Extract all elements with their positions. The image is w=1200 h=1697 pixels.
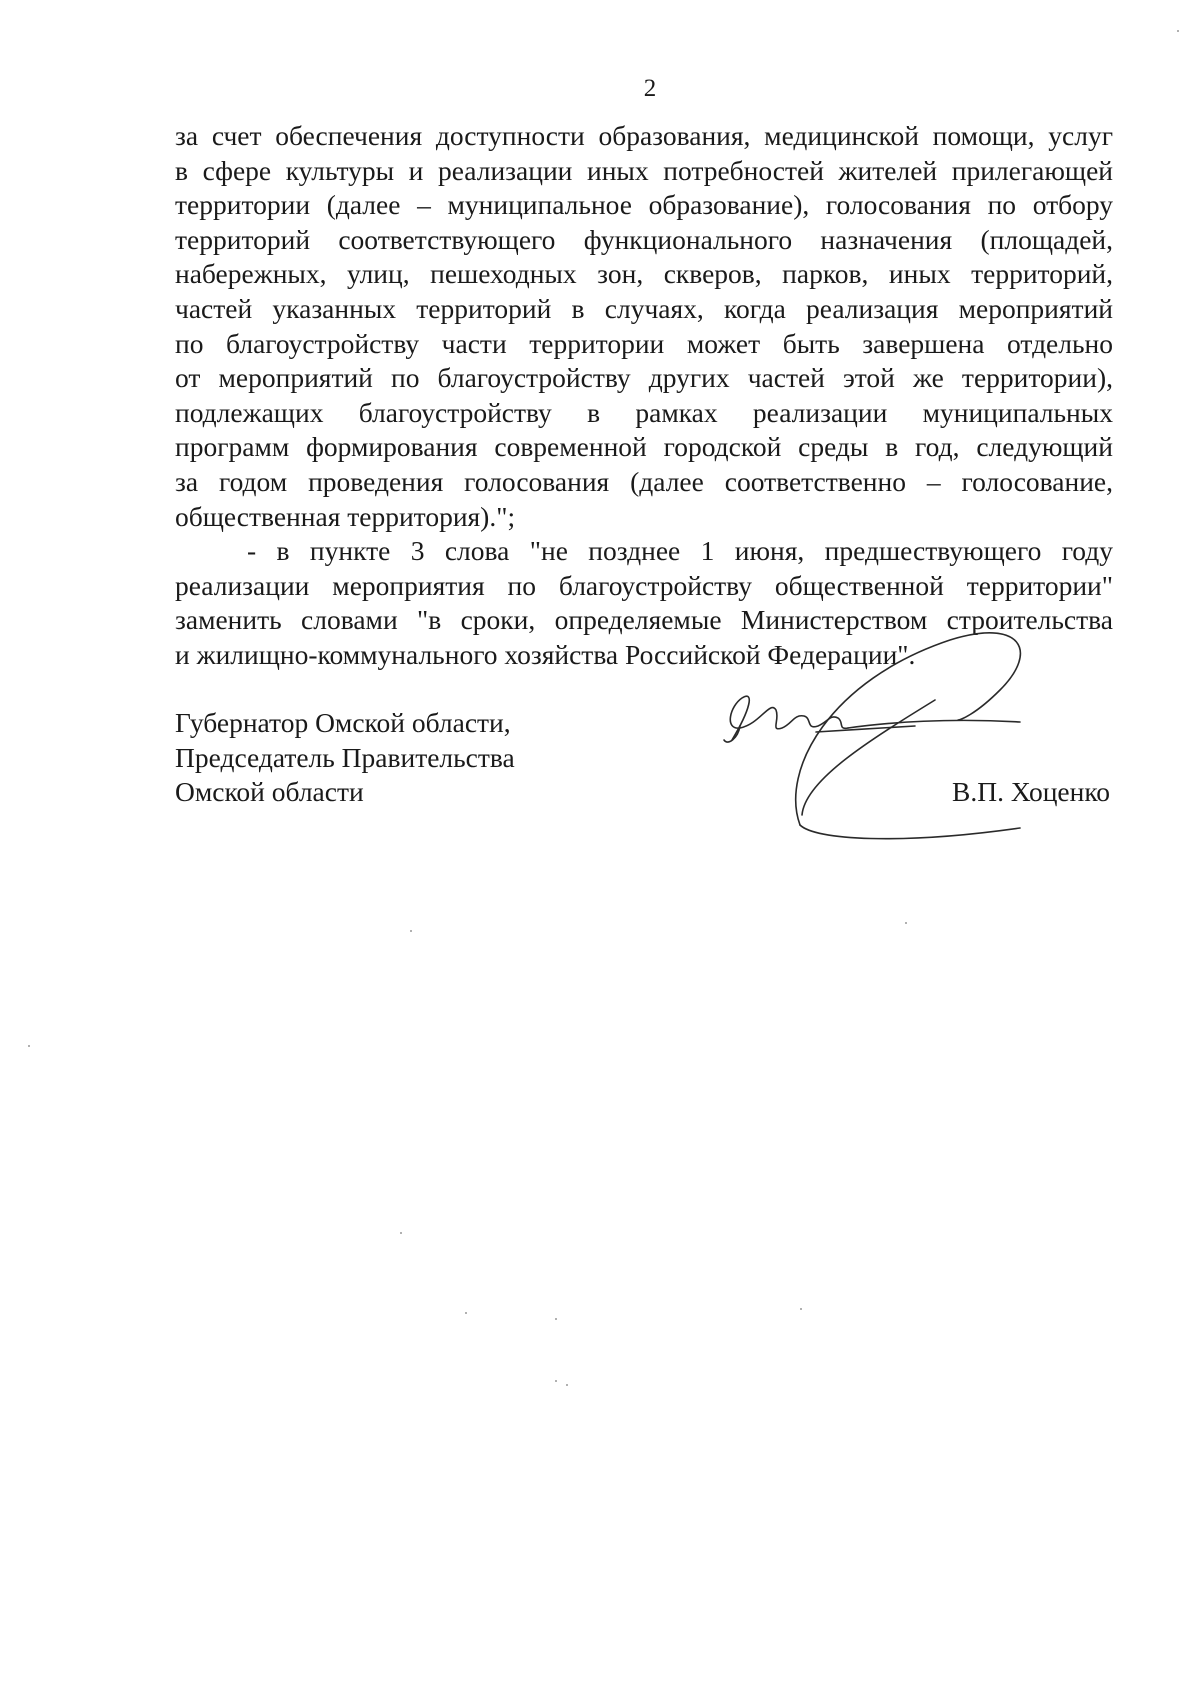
text-line: набережных, улиц, пешеходных зон, скверов, парков, иных территорий, (175, 258, 1113, 290)
signer-name: В.П. Хоценко (952, 776, 1111, 807)
document-body (175, 119, 1113, 673)
text-line: частей указанных территорий в случаях, когда реализация мероприятий (175, 292, 1113, 324)
position-line: Председатель Правительства (175, 741, 515, 773)
scan-speck (566, 1384, 568, 1386)
scan-speck (410, 930, 412, 932)
text-line: и жилищно-коммунального хозяйства Российской Федерации". (175, 638, 916, 670)
scan-speck (555, 1380, 557, 1382)
page-number: 2 (643, 75, 657, 102)
scan-speck (28, 1045, 30, 1047)
text-line: - в пункте 3 слова "не позднее 1 июня, предшествующего году (247, 535, 1113, 567)
text-line: заменить словами "в сроки, определяемые Министерством строительства (175, 604, 1113, 636)
text-line: подлежащих благоустройству в рамках реализации муниципальных (175, 396, 1113, 428)
text-line: от мероприятий по благоустройству других частей этой же территории), (175, 362, 1113, 394)
text-line: за годом проведения голосования (далее соответственно – голосование, (175, 465, 1113, 497)
text-line: по благоустройству части территории может быть завершена отдельно (175, 327, 1113, 359)
scan-speck (905, 922, 907, 924)
text-line: общественная территория)."; (175, 500, 516, 532)
text-line: в сфере культуры и реализации иных потребностей жителей прилегающей (175, 154, 1113, 186)
paragraph-1 (175, 119, 1113, 534)
text-line: программ формирования современной городской среды в год, следующий (175, 431, 1113, 463)
text-line: за счет обеспечения доступности образования, медицинской помощи, услуг (175, 120, 1113, 151)
text-line: реализации мероприятия по благоустройству общественной территории" (175, 569, 1113, 601)
text-line: территории (далее – муниципальное образование), голосования по отбору (175, 189, 1113, 221)
text-line: территорий соответствующего функционального назначения (площадей, (175, 223, 1113, 255)
position-line: Омской области (175, 776, 364, 808)
scan-speck (800, 1308, 802, 1310)
scan-speck (1177, 30, 1179, 32)
position-line: Губернатор Омской области, (175, 707, 511, 738)
scan-speck (465, 1312, 467, 1314)
scan-speck (555, 1318, 557, 1320)
signatory-position (175, 706, 515, 810)
scan-speck (400, 1232, 402, 1234)
